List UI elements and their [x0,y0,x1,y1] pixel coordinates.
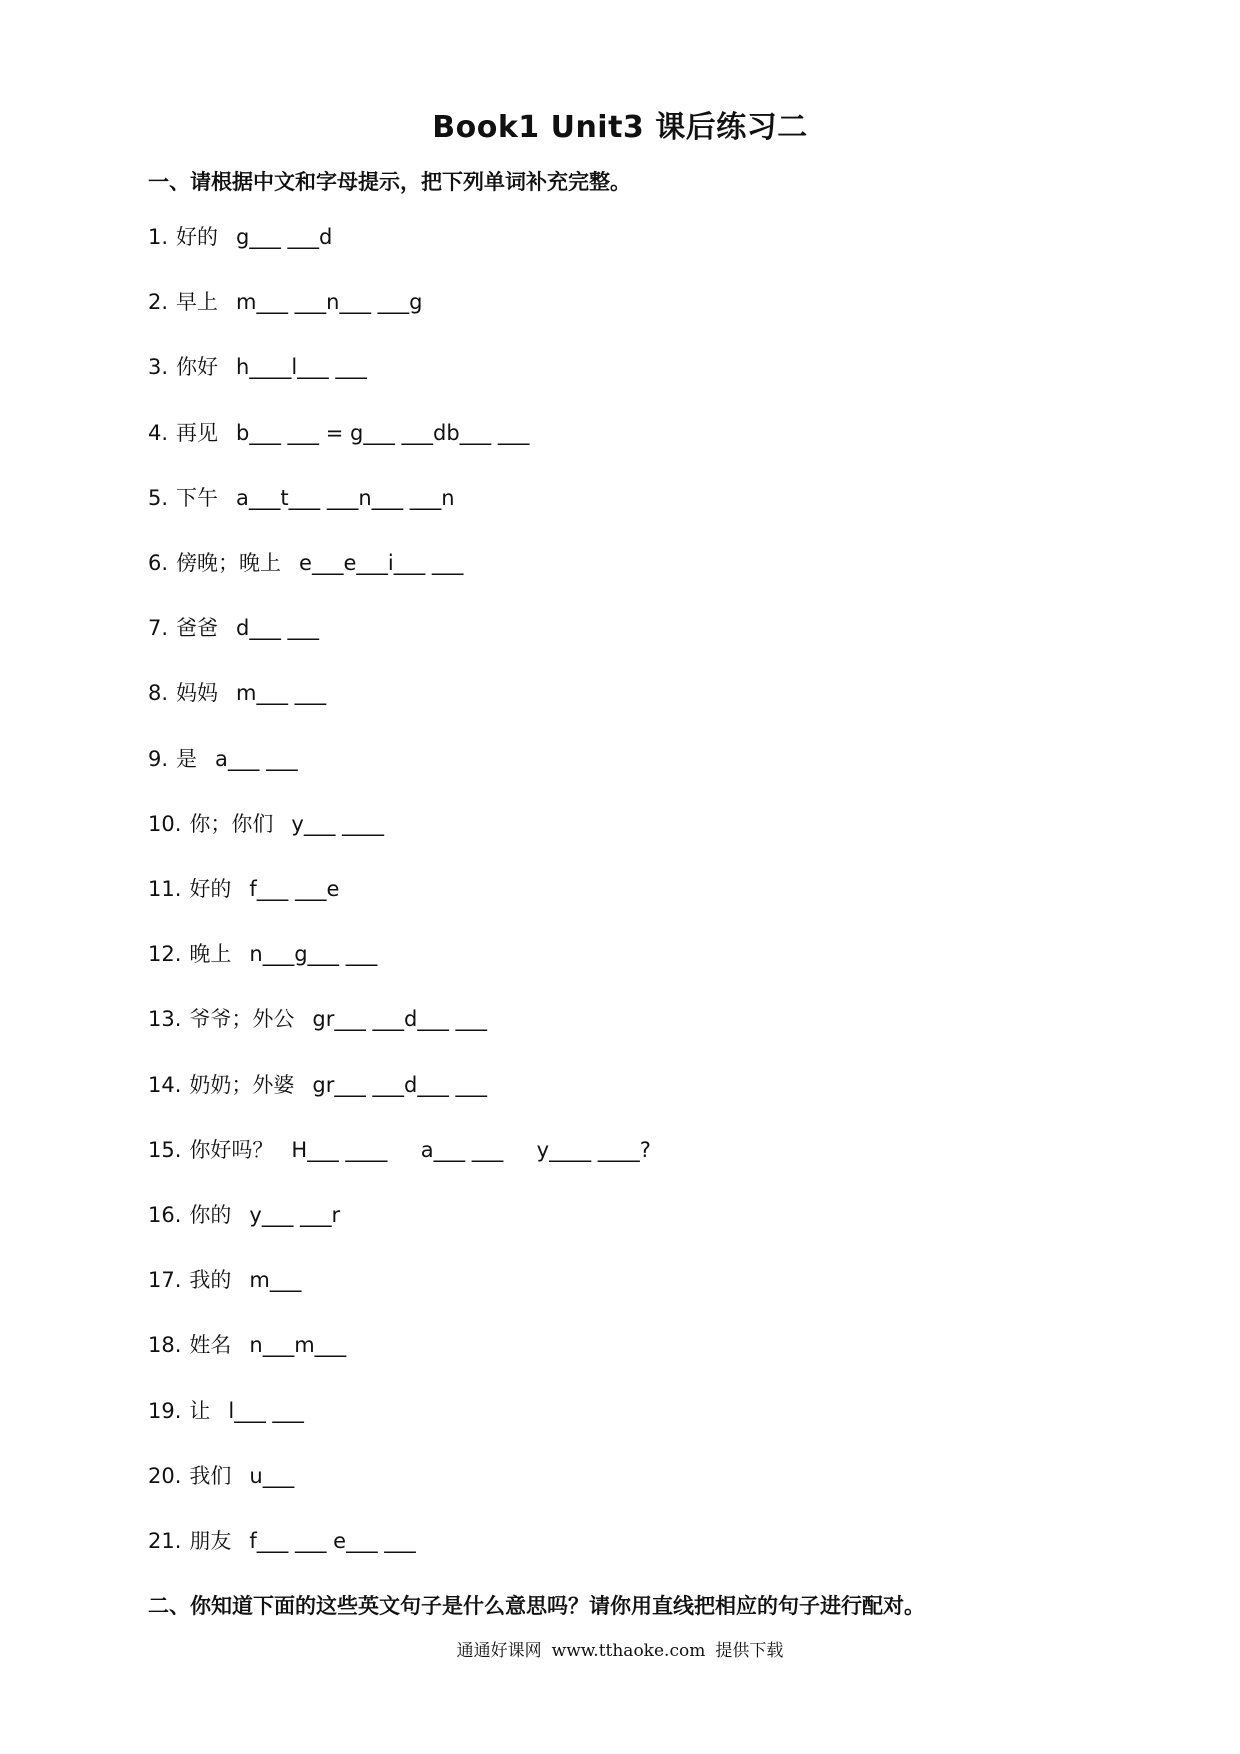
question-chinese-prompt: 让 [189,1399,211,1423]
question-chinese-prompt: 晚上 [189,942,232,966]
question-letter-blanks[interactable]: g___ ___d [236,225,333,249]
question-number: 16. [148,1203,182,1227]
question-chinese-prompt: 我们 [189,1464,232,1488]
question-number: 2. [148,290,169,314]
question-chinese-prompt: 奶奶；外婆 [189,1073,295,1097]
question-number: 13. [148,1007,182,1031]
question-chinese-prompt: 我的 [189,1268,232,1292]
question-item [148,287,423,317]
question-item [148,1396,304,1426]
question-item [148,483,455,513]
question-letter-blanks[interactable]: d___ ___ [236,616,320,640]
question-number: 1. [148,225,169,249]
question-chinese-prompt: 姓名 [189,1333,232,1357]
question-letter-blanks[interactable]: l___ ___ [228,1399,304,1423]
question-letter-blanks[interactable]: f___ ___ e___ ___ [249,1529,416,1553]
question-item [148,1200,340,1230]
question-number: 12. [148,942,182,966]
question-item [148,1070,487,1100]
question-item [148,939,377,969]
question-letter-blanks[interactable]: m___ [249,1268,302,1292]
question-item [148,744,298,774]
question-number: 10. [148,812,182,836]
question-chinese-prompt: 你的 [189,1203,232,1227]
question-letter-blanks[interactable]: n___g___ ___ [249,942,378,966]
question-item [148,1265,301,1295]
question-number: 21. [148,1529,182,1553]
question-number: 4. [148,421,169,445]
question-letter-blanks[interactable]: a___ ___ [215,747,298,771]
question-number: 9. [148,747,169,771]
question-item [148,222,332,252]
question-number: 20. [148,1464,182,1488]
question-number: 17. [148,1268,182,1292]
question-chinese-prompt: 好的 [176,225,219,249]
question-item [148,548,463,578]
question-item [148,613,319,643]
question-item [148,678,326,708]
question-chinese-prompt: 爷爷；外公 [189,1007,295,1031]
question-letter-blanks[interactable]: u___ [249,1464,295,1488]
question-number: 14. [148,1073,182,1097]
question-letter-blanks[interactable]: h____l___ ___ [236,355,367,379]
question-number: 11. [148,877,182,901]
page-footer [0,1636,1240,1661]
question-item [148,1461,294,1491]
question-chinese-prompt: 再见 [176,421,219,445]
worksheet-title: Book1 Unit3 课后练习二 [432,110,808,145]
question-letter-blanks[interactable]: b___ ___ = g___ ___db___ ___ [236,421,530,445]
question-number: 18. [148,1333,182,1357]
question-number: 3. [148,355,169,379]
question-chinese-prompt: 好的 [189,877,232,901]
question-letter-blanks[interactable]: gr___ ___d___ ___ [312,1007,488,1031]
question-item [148,418,529,448]
question-chinese-prompt: 你；你们 [189,812,274,836]
question-chinese-prompt: 妈妈 [176,681,219,705]
question-letter-blanks[interactable]: f___ ___e [249,877,340,901]
question-chinese-prompt: 早上 [176,290,219,314]
question-chinese-prompt: 爸爸 [176,616,219,640]
question-item [148,1526,416,1556]
question-letter-blanks[interactable]: m___ ___n___ ___g [236,290,423,314]
question-letter-blanks[interactable]: n___m___ [249,1333,347,1357]
question-letter-blanks[interactable]: m___ ___ [236,681,327,705]
question-item [148,874,339,904]
question-chinese-prompt: 你好吗？ [189,1138,274,1162]
question-number: 6. [148,551,169,575]
question-item [148,352,367,382]
question-chinese-prompt: 是 [176,747,198,771]
question-number: 7. [148,616,169,640]
question-number: 19. [148,1399,182,1423]
footer-suffix: 提供下载 [715,1641,784,1661]
question-chinese-prompt: 朋友 [189,1529,232,1553]
question-number: 8. [148,681,169,705]
question-item [148,809,384,839]
footer-url[interactable]: www.tthaoke.com [551,1641,706,1661]
question-letter-blanks[interactable]: y___ ____ [291,812,385,836]
question-chinese-prompt: 下午 [176,486,219,510]
question-number: 15. [148,1138,182,1162]
question-letter-blanks[interactable]: gr___ ___d___ ___ [312,1073,488,1097]
question-letter-blanks[interactable]: H___ ____ a___ ___ y____ ____? [291,1138,651,1162]
question-letter-blanks[interactable]: e___e___i___ ___ [299,551,464,575]
question-item [148,1135,651,1165]
question-number: 5. [148,486,169,510]
section-1-heading: 一、请根据中文和字母提示，把下列单词补充完整。 [148,170,631,194]
question-letter-blanks[interactable]: y___ ___r [249,1203,341,1227]
question-letter-blanks[interactable]: a___t___ ___n___ ___n [236,486,455,510]
section-2-heading: 二、你知道下面的这些英文句子是什么意思吗？请你用直线把相应的句子进行配对。 [148,1594,925,1618]
question-chinese-prompt: 你好 [176,355,219,379]
footer-site-name: 通通好课网 [456,1641,542,1661]
question-item [148,1004,487,1034]
question-item [148,1330,346,1360]
question-chinese-prompt: 傍晚；晚上 [176,551,282,575]
